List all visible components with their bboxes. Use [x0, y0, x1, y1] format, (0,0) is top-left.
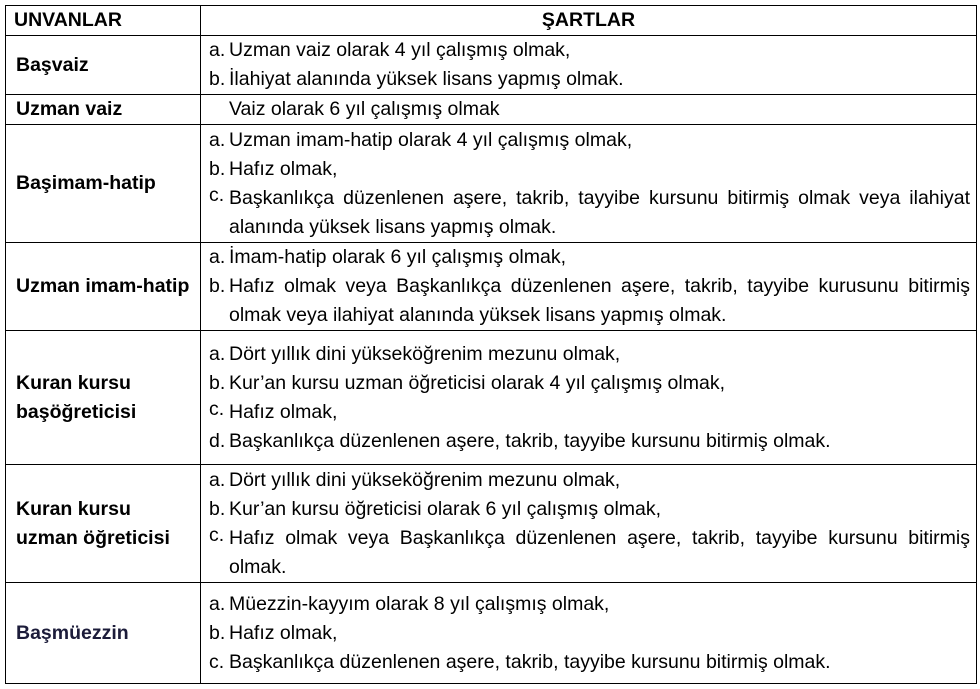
header-row [6, 6, 977, 36]
condition-label: a. [209, 128, 226, 151]
condition-label: c. [209, 523, 225, 546]
condition-item [209, 590, 970, 619]
row-title: Başimam-hatip [6, 125, 201, 243]
condition-label: b. [209, 497, 226, 520]
condition-item [209, 272, 970, 330]
condition-text: Hafız olmak, [229, 400, 338, 423]
condition-item [209, 340, 970, 369]
requirements-table [5, 5, 977, 684]
table-row [6, 465, 977, 583]
condition-item [209, 95, 970, 124]
condition-item [209, 524, 970, 582]
condition-text: İmam-hatip olarak 6 yıl çalışmış olmak, [229, 246, 567, 268]
condition-text: Uzman imam-hatip olarak 4 yıl çalışmış olmak, [229, 128, 633, 151]
row-conditions [201, 95, 977, 125]
condition-text: Başkanlıkça düzenlenen aşere, takrib, tayyibe kursunu bitirmiş olmak veya ilahiyat alanında yüksek lisans yapmış olmak. [229, 186, 970, 238]
condition-label: c. [209, 397, 225, 420]
condition-label: d. [209, 429, 226, 452]
condition-item [209, 398, 970, 427]
condition-item [209, 126, 970, 155]
row-title: Kuran kursu uzman öğreticisi [6, 465, 201, 583]
condition-item [209, 65, 970, 94]
table-row [6, 331, 977, 465]
row-conditions [201, 125, 977, 243]
row-title: Uzman imam-hatip [6, 243, 201, 331]
condition-label: a. [209, 468, 226, 491]
condition-item [209, 427, 970, 456]
row-conditions [201, 331, 977, 465]
condition-item [209, 495, 970, 524]
condition-label: a. [209, 342, 226, 365]
condition-text: Uzman vaiz olarak 4 yıl çalışmış olmak, [229, 39, 571, 61]
condition-label: b. [209, 68, 226, 90]
condition-text: İlahiyat alanında yüksek lisans yapmış olmak. [229, 68, 624, 90]
table-row [6, 95, 977, 125]
row-conditions [201, 36, 977, 95]
row-title: Kuran kursu başöğreticisi [6, 331, 201, 465]
condition-item [209, 466, 970, 495]
condition-text: Hafız olmak, [229, 621, 338, 644]
condition-label: c. [209, 650, 225, 673]
row-conditions [201, 465, 977, 583]
condition-item [209, 648, 970, 677]
condition-text: Başkanlıkça düzenlenen aşere, takrib, tayyibe kursunu bitirmiş olmak. [229, 429, 831, 452]
condition-label: a. [209, 592, 226, 615]
condition-text: Hafız olmak, [229, 157, 338, 180]
table-row [6, 583, 977, 684]
header-titles: UNVANLAR [6, 6, 201, 36]
condition-label: b. [209, 371, 226, 394]
condition-text: Kur’an kursu öğreticisi olarak 6 yıl çalışmış olmak, [229, 497, 662, 520]
row-title: Başvaiz [6, 36, 201, 95]
condition-text: Müezzin-kayyım olarak 8 yıl çalışmış olmak, [229, 592, 610, 615]
row-conditions [201, 243, 977, 331]
condition-text: Hafız olmak veya Başkanlıkça düzenlenen aşere, takrib, tayyibe kurusunu bitirmiş olmak veya ilahiyat alanında yüksek lisans yapmış olmak. [229, 275, 970, 326]
condition-label: b. [209, 275, 226, 297]
condition-item [209, 184, 970, 242]
row-conditions [201, 583, 977, 684]
row-title: Başmüezzin [6, 583, 201, 684]
condition-text: Hafız olmak veya Başkanlıkça düzenlenen aşere, takrib, tayyibe kursunu bitirmiş olmak. [229, 526, 970, 578]
condition-text: Kur’an kursu uzman öğreticisi olarak 4 yıl çalışmış olmak, [229, 371, 725, 394]
condition-label: b. [209, 157, 226, 180]
condition-text: Vaiz olarak 6 yıl çalışmış olmak [229, 98, 500, 120]
condition-label: b. [209, 621, 226, 644]
condition-text: Başkanlıkça düzenlenen aşere, takrib, tayyibe kursunu bitirmiş olmak. [229, 650, 831, 673]
condition-text: Dört yıllık dini yükseköğrenim mezunu olmak, [229, 468, 621, 491]
header-conditions: ŞARTLAR [201, 6, 977, 36]
condition-item [209, 369, 970, 398]
table-row [6, 36, 977, 95]
condition-item [209, 619, 970, 648]
condition-item [209, 36, 970, 65]
table-row [6, 125, 977, 243]
row-title: Uzman vaiz [6, 95, 201, 125]
table-row [6, 243, 977, 331]
condition-item [209, 243, 970, 272]
condition-label: a. [209, 246, 226, 268]
condition-item [209, 155, 970, 184]
condition-text: Dört yıllık dini yükseköğrenim mezunu olmak, [229, 342, 621, 365]
condition-label: a. [209, 39, 226, 61]
condition-label: c. [209, 183, 225, 206]
